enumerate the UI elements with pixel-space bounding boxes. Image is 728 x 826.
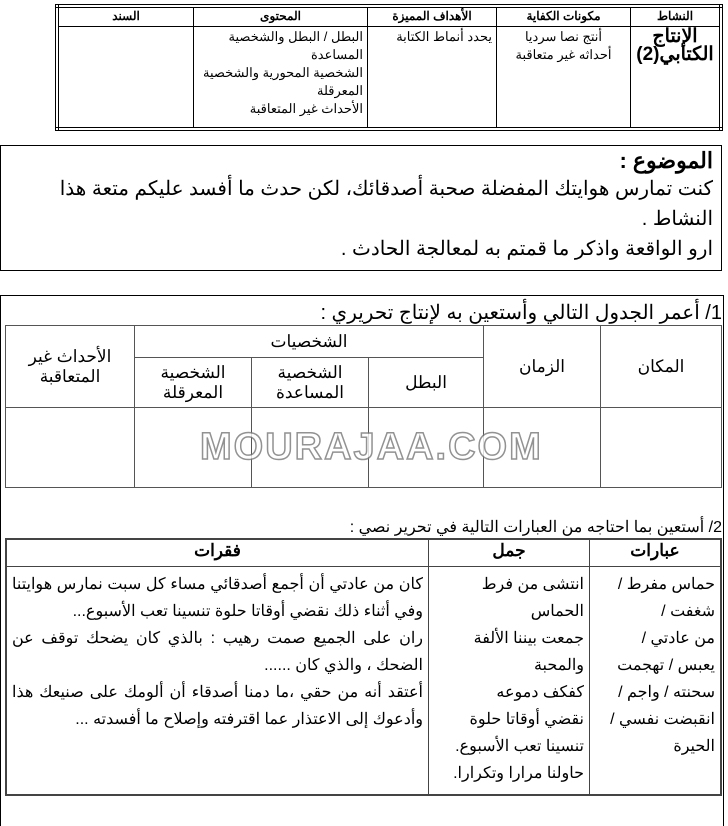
- paragraph: ران على الجميع صمت رهيب : بالذي كان يضحك توقف عن الضحك ، والذي كان ......: [12, 630, 423, 674]
- header-characters: الشخصيات: [135, 326, 484, 358]
- content-line: الأحداث غير المتعاقبة: [249, 101, 363, 116]
- col-support: السند: [57, 6, 194, 27]
- sentence: نقضي أوقاتا حلوة تنسينا تعب الأسبوع.: [455, 711, 584, 755]
- expression: شغفت /: [661, 603, 715, 620]
- content-line: الشخصية المحورية والشخصية المعرقلة: [202, 65, 363, 98]
- activity-name: الإنتاج الكتابي(2): [631, 27, 722, 130]
- expression: حماس مفرط /: [617, 576, 715, 593]
- answer-cell[interactable]: [601, 408, 722, 488]
- paragraph: أعتقد أنه من حقي ،ما دمنا أصدقاء أن ألومك على صنيعك هذا وأدعوك إلى الاعتذار عما اقترفته وإصلاح ما أفسدته ...: [12, 684, 423, 728]
- col-objectives: الأهداف المميزة: [368, 6, 497, 27]
- question-2-label: 2/ أستعين بما احتاجه من العبارات التالية في تحرير نصي :: [349, 519, 722, 536]
- expressions-table: [5, 538, 722, 796]
- expression: من عادتي /: [641, 630, 715, 647]
- col-activity: النشاط: [631, 6, 722, 27]
- expression: انقبضت نفسي /: [610, 711, 715, 728]
- col-competence: مكونات الكفاية: [497, 6, 631, 27]
- header-obstacle: الشخصية المعرقلة: [135, 358, 252, 408]
- competence-line: أحداثه غير متعاقبة: [515, 47, 612, 62]
- topic-box: [0, 145, 722, 271]
- expression: يعبس / تهجمت: [617, 657, 715, 674]
- lesson-info-table: [55, 4, 723, 131]
- answer-cell[interactable]: [6, 408, 135, 488]
- content-line: البطل / البطل والشخصية المساعدة: [228, 29, 363, 62]
- objectives-cell: يحدد أنماط الكتابة: [368, 27, 497, 130]
- header-helper: الشخصية المساعدة: [252, 358, 369, 408]
- competence-line: أنتج نصا سرديا: [524, 29, 603, 44]
- watermark: MOURAJAA.COM: [200, 426, 543, 468]
- topic-line: كنت تمارس هوايتك المفضلة صحبة أصدقائك، لكن حدث ما أفسد عليكم متعة هذا النشاط .: [59, 178, 713, 230]
- topic-line: ارو الواقعة واذكر ما قمتم به لمعالجة الحادث .: [340, 238, 713, 260]
- expression: الحيرة: [673, 738, 715, 755]
- expression: سحنته / واجم /: [618, 684, 715, 701]
- sentence: كفكف دموعه: [496, 684, 584, 701]
- header-paragraphs: فقرات: [6, 539, 429, 567]
- header-sentences: جمل: [429, 539, 590, 567]
- sentence: انتشى من فرط الحماس: [481, 576, 584, 620]
- sentence: جمعت بيننا الألفة والمحبة: [473, 630, 584, 674]
- header-expressions: عبارات: [590, 539, 722, 567]
- sentence: حاولنا مرارا وتكرارا.: [453, 765, 584, 782]
- col-content: المحتوى: [194, 6, 368, 27]
- header-place: المكان: [601, 326, 722, 408]
- question-1-label: 1/ أعمر الجدول التالي وأستعين به لإنتاج تحريري :: [320, 302, 722, 324]
- paragraph: كان من عادتي أن أجمع أصدقائي مساء كل سبت نمارس هوايتنا وفي أثناء ذلك نقضي أوقاتا حلوة تنسينا تعب الأسبوع...: [12, 576, 423, 620]
- header-hero: البطل: [369, 358, 484, 408]
- support-cell: [57, 27, 194, 130]
- header-events: الأحداث غير المتعاقبة: [6, 326, 135, 408]
- topic-title: الموضوع :: [619, 148, 713, 173]
- header-time: الزمان: [484, 326, 601, 408]
